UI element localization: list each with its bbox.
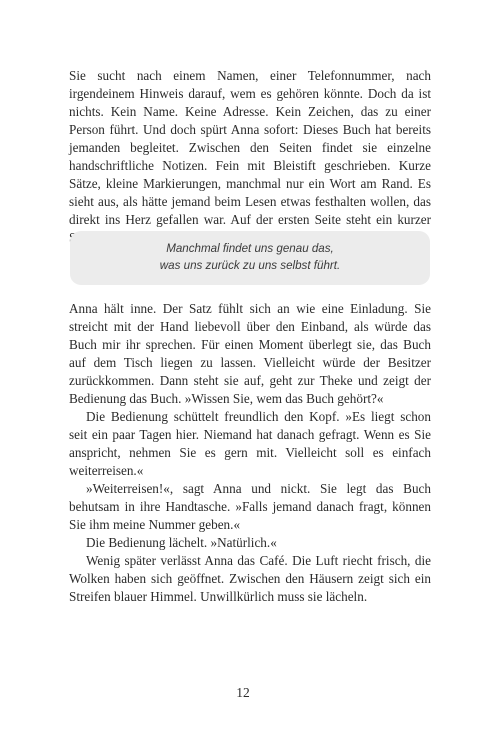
paragraph: Wenig später verlässt Anna das Café. Die Luft riecht frisch, die Wolken haben sich geöffnet. Zwischen den Häusern zeigt sich ein Streifen blauer Himmel. Unwillkürlich muss sie lächeln.	[69, 553, 431, 604]
page-number: 12	[236, 685, 250, 700]
quote-line-1: Manchmal findet uns genau das,	[166, 242, 334, 255]
body-text-top	[69, 67, 431, 247]
body-text-bottom	[69, 300, 431, 606]
paragraph: »Weiterreisen!«, sagt Anna und nickt. Sie legt das Buch behutsam in ihre Handtasche. »Falls jemand danach fragt, können Sie ihm meine Nummer geben.«	[69, 481, 431, 532]
paragraph: Die Bedienung schüttelt freundlich den Kopf. »Es liegt schon seit ein paar Tagen hier. Niemand hat danach gefragt. Wenn es Sie anspricht, nehmen Sie es gern mit. Vielleicht soll es einfach weiterreisen.«	[69, 409, 431, 478]
paragraph: Die Bedienung lächelt. »Natürlich.«	[86, 535, 277, 550]
quote-box	[70, 231, 430, 285]
quote-line-2: was uns zurück zu uns selbst führt.	[159, 259, 341, 272]
paragraph: Sie sucht nach einem Namen, einer Telefonnummer, nach irgendeinem Hinweis darauf, wem es gehören könnte. Doch da ist nichts. Kein Name. Keine Adresse. Kein Zeichen, das zu einer Person führt. Und doch spürt Anna sofort: Dieses Buch hat bereits jemanden begleitet. Zwischen den Seiten findet sie einzelne handschriftliche Notizen. Fein mit Bleistift geschrieben. Kurze Sätze, kleine Markierungen, manchmal nur ein Wort am Rand. Es sieht aus, als hätte jemand beim Lesen etwas festhalten wollen, das direkt ins Herz gefallen war. Auf der ersten Seite steht ein kurzer	[69, 68, 431, 227]
paragraph: Anna hält inne. Der Satz fühlt sich an wie eine Einladung. Sie streicht mit der Hand liebevoll über den Einband, als würde das Buch mir ihr sprechen. Für einen Moment überlegt sie, das Buch auf dem Tisch liegen zu lassen. Vielleicht würde der Besitzer zurückkommen. Dann steht sie auf, geht zur Theke und zeigt der Bedienung das Buch. »Wissen Sie, wem das Buch gehört?«	[69, 301, 431, 406]
